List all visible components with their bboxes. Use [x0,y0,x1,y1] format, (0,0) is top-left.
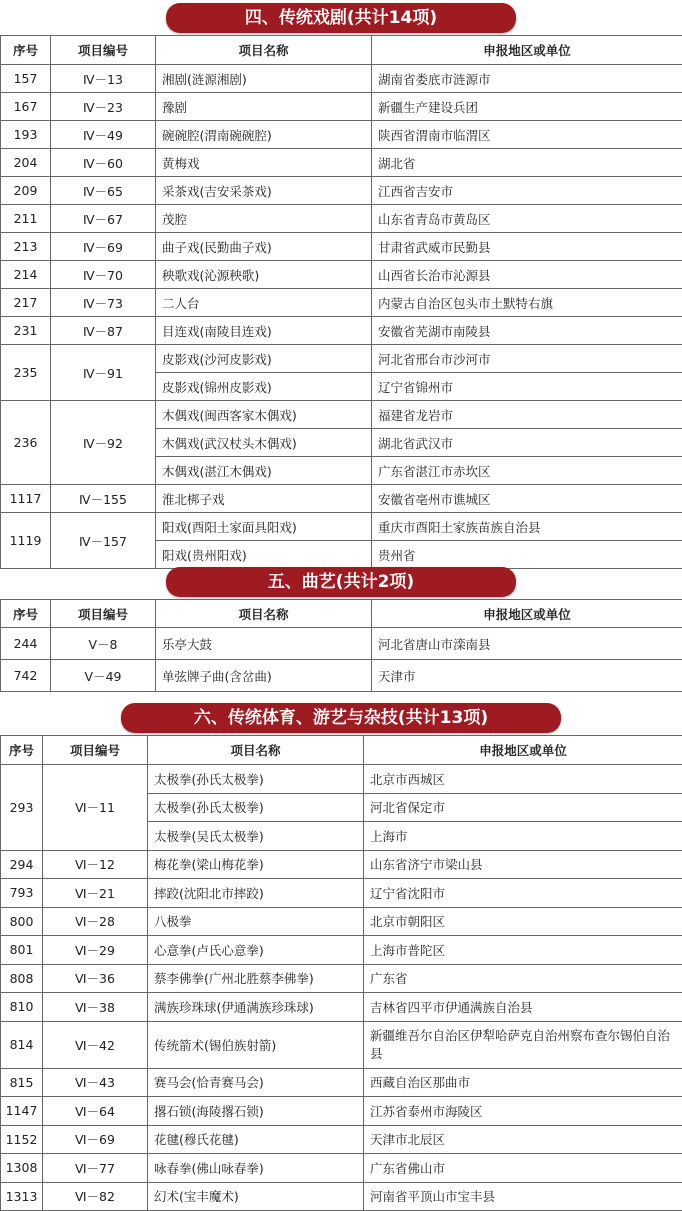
table-row [1,401,682,429]
cell-seq: 800 [1,907,43,936]
cell-code: Ⅳ－49 [51,121,156,149]
cell-name: 茂腔 [156,205,372,233]
cell-region: 辽宁省沈阳市 [364,879,682,908]
table-row [1,177,682,205]
table-row [1,907,682,936]
table-row [1,765,682,794]
cell-name: 幻术(宝丰魔术) [148,1182,364,1211]
cell-region: 内蒙古自治区包头市土默特右旗 [372,289,682,317]
cell-code: Ⅳ－91 [51,345,156,401]
header-region: 申报地区或单位 [372,600,682,628]
cell-seq: 815 [1,1068,43,1097]
table-row [1,1154,682,1183]
cell-name: 摔跤(沈阳北市摔跤) [148,879,364,908]
table-row [1,261,682,289]
cell-region: 上海市 [364,822,682,851]
cell-region: 福建省龙岩市 [372,401,682,429]
header-region: 申报地区或单位 [372,36,682,65]
cell-name: 太极拳(孙氏太极拳) [148,765,364,794]
header-code: 项目编号 [51,36,156,65]
cell-region: 河北省保定市 [364,793,682,822]
cell-name: 咏春拳(佛山咏春拳) [148,1154,364,1183]
cell-code: Ⅵ－12 [43,850,148,879]
table-row [1,317,682,345]
section-banner-sports: 六、传统体育、游艺与杂技(共计13项) [121,703,561,733]
cell-region: 西藏自治区那曲市 [364,1068,682,1097]
cell-code: Ⅳ－60 [51,149,156,177]
cell-name: 太极拳(孙氏太极拳) [148,793,364,822]
cell-seq: 293 [1,765,43,851]
cell-code: Ⅵ－77 [43,1154,148,1183]
cell-code: Ⅴ－8 [51,628,156,660]
table-header-row [1,736,682,765]
cell-code: Ⅳ－87 [51,317,156,345]
cell-seq: 209 [1,177,51,205]
cell-name: 传统箭术(锡伯族射箭) [148,1021,364,1068]
cell-region: 河北省邢台市沙河市 [372,345,682,373]
cell-seq: 235 [1,345,51,401]
header-name: 项目名称 [156,600,372,628]
cell-name: 木偶戏(湛江木偶戏) [156,457,372,485]
cell-region: 北京市朝阳区 [364,907,682,936]
table-row [1,879,682,908]
cell-name: 黄梅戏 [156,149,372,177]
header-name: 项目名称 [156,36,372,65]
cell-region: 江西省吉安市 [372,177,682,205]
table-row [1,628,682,660]
cell-seq: 167 [1,93,51,121]
table-row [1,993,682,1022]
cell-name: 采茶戏(吉安采茶戏) [156,177,372,205]
cell-code: Ⅳ－67 [51,205,156,233]
cell-seq: 801 [1,936,43,965]
cell-region: 上海市普陀区 [364,936,682,965]
table-header-row [1,36,682,65]
cell-region: 江苏省泰州市海陵区 [364,1097,682,1126]
cell-region: 河南省平顶山市宝丰县 [364,1182,682,1211]
cell-code: Ⅵ－29 [43,936,148,965]
table-row [1,93,682,121]
cell-region: 山东省济宁市梁山县 [364,850,682,879]
cell-code: Ⅳ－92 [51,401,156,485]
cell-name: 豫剧 [156,93,372,121]
cell-name: 木偶戏(闽西客家木偶戏) [156,401,372,429]
quyi-table [0,599,682,692]
section-banner-quyi: 五、曲艺(共计2项) [166,567,516,597]
header-name: 项目名称 [148,736,364,765]
cell-name: 二人台 [156,289,372,317]
drama-table [0,35,682,569]
cell-code: Ⅵ－21 [43,879,148,908]
cell-seq: 1117 [1,485,51,513]
cell-region: 湖南省娄底市涟源市 [372,65,682,93]
cell-region: 山西省长治市沁源县 [372,261,682,289]
cell-name: 梅花拳(梁山梅花拳) [148,850,364,879]
table-row [1,149,682,177]
cell-region: 吉林省四平市伊通满族自治县 [364,993,682,1022]
cell-name: 蔡李佛拳(广州北胜蔡李佛拳) [148,964,364,993]
cell-code: Ⅵ－36 [43,964,148,993]
cell-code: Ⅵ－28 [43,907,148,936]
table-row [1,964,682,993]
cell-code: Ⅵ－42 [43,1021,148,1068]
header-region: 申报地区或单位 [364,736,682,765]
cell-code: Ⅴ－49 [51,660,156,692]
cell-name: 曲子戏(民勤曲子戏) [156,233,372,261]
cell-region: 山东省青岛市黄岛区 [372,205,682,233]
cell-code: Ⅵ－69 [43,1125,148,1154]
cell-seq: 1152 [1,1125,43,1154]
cell-code: Ⅳ－157 [51,513,156,569]
cell-region: 河北省唐山市滦南县 [372,628,682,660]
cell-name: 木偶戏(武汉杖头木偶戏) [156,429,372,457]
cell-code: Ⅵ－43 [43,1068,148,1097]
cell-name: 湘剧(涟源湘剧) [156,65,372,93]
cell-code: Ⅵ－82 [43,1182,148,1211]
header-seq: 序号 [1,36,51,65]
cell-name: 满族珍珠球(伊通满族珍珠球) [148,993,364,1022]
cell-seq: 193 [1,121,51,149]
cell-code: Ⅵ－64 [43,1097,148,1126]
table-row [1,1182,682,1211]
cell-name: 单弦牌子曲(含岔曲) [156,660,372,692]
table-row [1,233,682,261]
sports-table [0,735,682,1211]
cell-seq: 213 [1,233,51,261]
cell-seq: 214 [1,261,51,289]
cell-name: 阳戏(酉阳土家面具阳戏) [156,513,372,541]
cell-code: Ⅳ－155 [51,485,156,513]
table-row [1,1021,682,1068]
cell-name: 皮影戏(沙河皮影戏) [156,345,372,373]
cell-region: 湖北省 [372,149,682,177]
cell-name: 秧歌戏(沁源秧歌) [156,261,372,289]
cell-seq: 217 [1,289,51,317]
table-row [1,1068,682,1097]
cell-seq: 231 [1,317,51,345]
cell-name: 乐亭大鼓 [156,628,372,660]
cell-seq: 742 [1,660,51,692]
cell-region: 广东省佛山市 [364,1154,682,1183]
cell-code: Ⅳ－69 [51,233,156,261]
header-code: 项目编号 [51,600,156,628]
cell-seq: 1119 [1,513,51,569]
cell-seq: 204 [1,149,51,177]
cell-name: 撂石锁(海陵撂石锁) [148,1097,364,1126]
cell-seq: 808 [1,964,43,993]
cell-code: Ⅵ－11 [43,765,148,851]
cell-name: 赛马会(恰青赛马会) [148,1068,364,1097]
cell-region: 贵州省 [372,541,682,569]
table-row [1,485,682,513]
cell-name: 皮影戏(锦州皮影戏) [156,373,372,401]
header-code: 项目编号 [43,736,148,765]
cell-name: 八极拳 [148,907,364,936]
cell-code: Ⅳ－70 [51,261,156,289]
table-row [1,936,682,965]
cell-code: Ⅳ－13 [51,65,156,93]
cell-name: 太极拳(吴氏太极拳) [148,822,364,851]
cell-name: 阳戏(贵州阳戏) [156,541,372,569]
cell-name: 目连戏(南陵目连戏) [156,317,372,345]
cell-seq: 1313 [1,1182,43,1211]
cell-name: 心意拳(卢氏心意拳) [148,936,364,965]
cell-region: 新疆维吾尔自治区伊犁哈萨克自治州察布查尔锡伯自治县 [364,1021,682,1068]
cell-code: Ⅵ－38 [43,993,148,1022]
cell-seq: 1147 [1,1097,43,1126]
cell-seq: 1308 [1,1154,43,1183]
cell-seq: 236 [1,401,51,485]
cell-region: 安徽省芜湖市南陵县 [372,317,682,345]
cell-code: Ⅳ－65 [51,177,156,205]
cell-region: 辽宁省锦州市 [372,373,682,401]
table-row [1,1097,682,1126]
cell-seq: 793 [1,879,43,908]
cell-name: 花毽(穆氏花毽) [148,1125,364,1154]
cell-region: 广东省湛江市赤坎区 [372,457,682,485]
table-header-row [1,600,682,628]
cell-seq: 211 [1,205,51,233]
cell-code: Ⅳ－73 [51,289,156,317]
cell-seq: 294 [1,850,43,879]
table-row [1,850,682,879]
table-row [1,1125,682,1154]
cell-code: Ⅳ－23 [51,93,156,121]
cell-region: 广东省 [364,964,682,993]
table-row [1,345,682,373]
header-seq: 序号 [1,736,43,765]
cell-region: 湖北省武汉市 [372,429,682,457]
cell-seq: 244 [1,628,51,660]
cell-region: 天津市北辰区 [364,1125,682,1154]
table-row [1,205,682,233]
cell-region: 陕西省渭南市临渭区 [372,121,682,149]
table-row [1,65,682,93]
cell-name: 碗碗腔(渭南碗碗腔) [156,121,372,149]
cell-seq: 814 [1,1021,43,1068]
table-row [1,121,682,149]
cell-seq: 157 [1,65,51,93]
cell-region: 北京市西城区 [364,765,682,794]
cell-region: 安徽省亳州市谯城区 [372,485,682,513]
header-seq: 序号 [1,600,51,628]
cell-region: 重庆市酉阳土家族苗族自治县 [372,513,682,541]
table-row [1,289,682,317]
cell-seq: 810 [1,993,43,1022]
cell-name: 淮北梆子戏 [156,485,372,513]
cell-region: 天津市 [372,660,682,692]
cell-region: 甘肃省武威市民勤县 [372,233,682,261]
cell-region: 新疆生产建设兵团 [372,93,682,121]
table-row [1,660,682,692]
table-row [1,513,682,541]
section-banner-drama: 四、传统戏剧(共计14项) [166,3,516,33]
